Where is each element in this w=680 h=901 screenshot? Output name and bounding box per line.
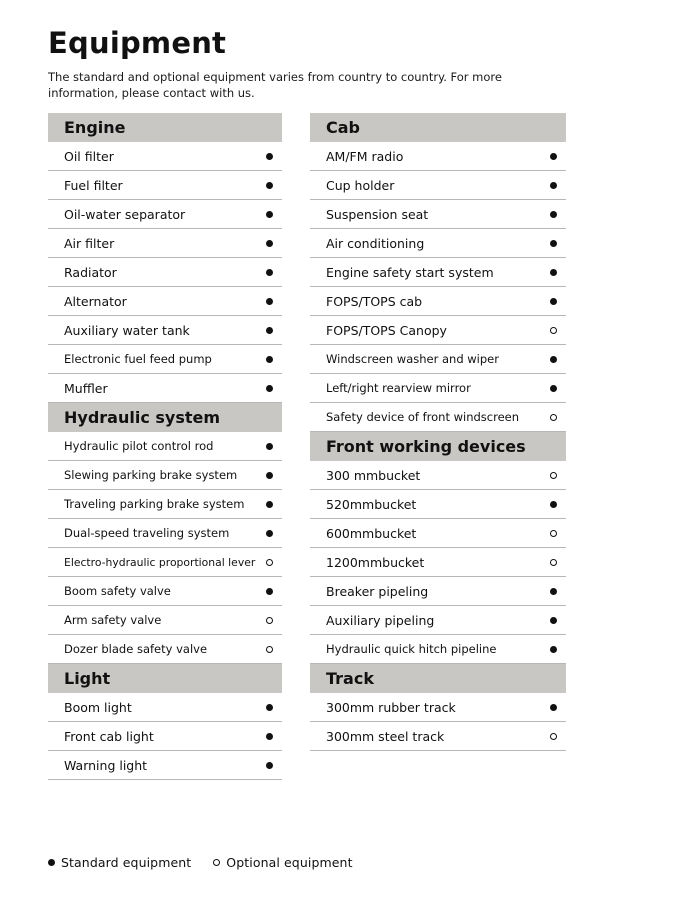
table-row (48, 142, 282, 171)
optional-circle-icon (256, 556, 282, 568)
optional-circle-icon (256, 643, 282, 655)
item-label: Warning light (64, 757, 148, 773)
left-column (48, 113, 282, 780)
item-label: Boom light (64, 699, 132, 715)
item-label: Safety device of front windscreen (326, 410, 520, 424)
table-row (310, 229, 566, 258)
item-label: Fuel filter (64, 177, 123, 193)
item-label: Dozer blade safety valve (64, 642, 208, 656)
standard-dot-icon (256, 585, 282, 597)
table-row (310, 374, 566, 403)
section-light (48, 664, 282, 780)
table-row (48, 519, 282, 548)
item-label: AM/FM radio (326, 148, 404, 164)
standard-dot-icon (256, 324, 282, 336)
item-label: 300 mmbucket (326, 467, 421, 483)
page-subtitle: The standard and optional equipment varies from country to country. For more information, please contact with us. (48, 70, 502, 100)
item-label: Auxiliary pipeling (326, 612, 435, 628)
standard-dot-icon (540, 179, 566, 191)
table-row (310, 200, 566, 229)
legend-optional-label: Optional equipment (226, 855, 353, 870)
item-label: 520mmbucket (326, 496, 417, 512)
section-heading-front-working-devices: Front working devices (310, 432, 566, 461)
table-row (310, 722, 566, 751)
item-label: Air conditioning (326, 235, 425, 251)
table-row (48, 461, 282, 490)
item-label: Breaker pipeling (326, 583, 429, 599)
table-row (48, 345, 282, 374)
item-label: Electro-hydraulic proportional lever (64, 555, 256, 569)
standard-dot-icon (540, 498, 566, 510)
table-row (48, 229, 282, 258)
standard-dot-icon (540, 266, 566, 278)
table-row (310, 577, 566, 606)
section-hydraulic-system (48, 403, 282, 664)
standard-dot-icon (256, 730, 282, 742)
item-label: Front cab light (64, 728, 154, 744)
item-label: Electronic fuel feed pump (64, 352, 212, 366)
optional-circle-icon (540, 527, 566, 539)
page-title: Equipment (48, 26, 227, 60)
item-label: Radiator (64, 264, 117, 280)
standard-dot-icon (256, 498, 282, 510)
table-row (310, 461, 566, 490)
section-engine (48, 113, 282, 403)
item-label: Air filter (64, 235, 115, 251)
item-label: Hydraulic pilot control rod (64, 439, 214, 453)
item-label: Oil filter (64, 148, 114, 164)
table-row (310, 345, 566, 374)
table-row (48, 722, 282, 751)
standard-dot-icon (540, 643, 566, 655)
optional-circle-icon (540, 730, 566, 742)
optional-circle-icon (540, 556, 566, 568)
item-label: 600mmbucket (326, 525, 417, 541)
section-heading-track: Track (310, 664, 566, 693)
section-front-working-devices (310, 432, 566, 664)
item-label: 300mm steel track (326, 728, 445, 744)
table-row (310, 693, 566, 722)
section-heading-hydraulic-system: Hydraulic system (48, 403, 282, 432)
standard-dot-icon (256, 353, 282, 365)
optional-circle-icon (540, 324, 566, 336)
item-label: Muffler (64, 380, 108, 396)
item-label: FOPS/TOPS Canopy (326, 322, 447, 338)
table-row (48, 577, 282, 606)
legend-optional (213, 855, 352, 870)
item-label: 300mm rubber track (326, 699, 456, 715)
standard-dot-icon (540, 585, 566, 597)
standard-dot-icon (540, 295, 566, 307)
standard-dot-icon (256, 759, 282, 771)
standard-dot-icon (540, 614, 566, 626)
section-heading-cab: Cab (310, 113, 566, 142)
standard-dot-icon (256, 179, 282, 191)
optional-circle-icon (256, 614, 282, 626)
item-label: Boom safety valve (64, 584, 171, 598)
standard-dot-icon (256, 208, 282, 220)
standard-dot-icon (540, 208, 566, 220)
item-label: Alternator (64, 293, 127, 309)
standard-dot-icon (540, 382, 566, 394)
item-label: Windscreen washer and wiper (326, 352, 499, 366)
optional-circle-icon (213, 859, 220, 866)
table-row (310, 287, 566, 316)
optional-circle-icon (540, 469, 566, 481)
table-row (48, 171, 282, 200)
table-row (310, 142, 566, 171)
table-row (48, 258, 282, 287)
item-label: Traveling parking brake system (64, 497, 245, 511)
item-label: Oil-water separator (64, 206, 186, 222)
standard-dot-icon (256, 382, 282, 394)
table-row (48, 287, 282, 316)
item-label: Dual-speed traveling system (64, 526, 230, 540)
standard-dot-icon (540, 150, 566, 162)
item-label: Suspension seat (326, 206, 429, 222)
standard-dot-icon (256, 266, 282, 278)
table-row (48, 200, 282, 229)
item-label: 1200mmbucket (326, 554, 425, 570)
item-label: Cup holder (326, 177, 395, 193)
table-row (48, 606, 282, 635)
section-cab (310, 113, 566, 432)
item-label: Slewing parking brake system (64, 468, 238, 482)
item-label: Hydraulic quick hitch pipeline (326, 642, 497, 656)
table-row (48, 490, 282, 519)
table-row (48, 635, 282, 664)
table-row (48, 751, 282, 780)
legend (48, 855, 375, 870)
item-label: Left/right rearview mirror (326, 381, 471, 395)
table-row (310, 519, 566, 548)
table-row (310, 606, 566, 635)
standard-dot-icon (256, 701, 282, 713)
table-row (310, 490, 566, 519)
item-label: FOPS/TOPS cab (326, 293, 423, 309)
standard-dot-icon (540, 353, 566, 365)
table-row (310, 258, 566, 287)
right-column (310, 113, 566, 780)
legend-standard-label: Standard equipment (61, 855, 192, 870)
section-track (310, 664, 566, 751)
table-row (310, 635, 566, 664)
legend-standard (48, 855, 191, 870)
standard-dot-icon (256, 295, 282, 307)
table-row (48, 432, 282, 461)
optional-circle-icon (540, 411, 566, 423)
item-label: Arm safety valve (64, 613, 162, 627)
table-row (310, 316, 566, 345)
table-row (310, 548, 566, 577)
section-heading-light: Light (48, 664, 282, 693)
standard-dot-icon (256, 150, 282, 162)
table-row (310, 403, 566, 432)
table-row (48, 548, 282, 577)
table-row (48, 374, 282, 403)
standard-dot-icon (256, 237, 282, 249)
equipment-columns (48, 113, 632, 780)
standard-dot-icon (256, 527, 282, 539)
standard-dot-icon (48, 859, 55, 866)
table-row (310, 171, 566, 200)
standard-dot-icon (256, 440, 282, 452)
table-row (48, 693, 282, 722)
section-heading-engine: Engine (48, 113, 282, 142)
item-label: Engine safety start system (326, 264, 494, 280)
standard-dot-icon (540, 237, 566, 249)
standard-dot-icon (540, 701, 566, 713)
table-row (48, 316, 282, 345)
standard-dot-icon (256, 469, 282, 481)
item-label: Auxiliary water tank (64, 322, 190, 338)
